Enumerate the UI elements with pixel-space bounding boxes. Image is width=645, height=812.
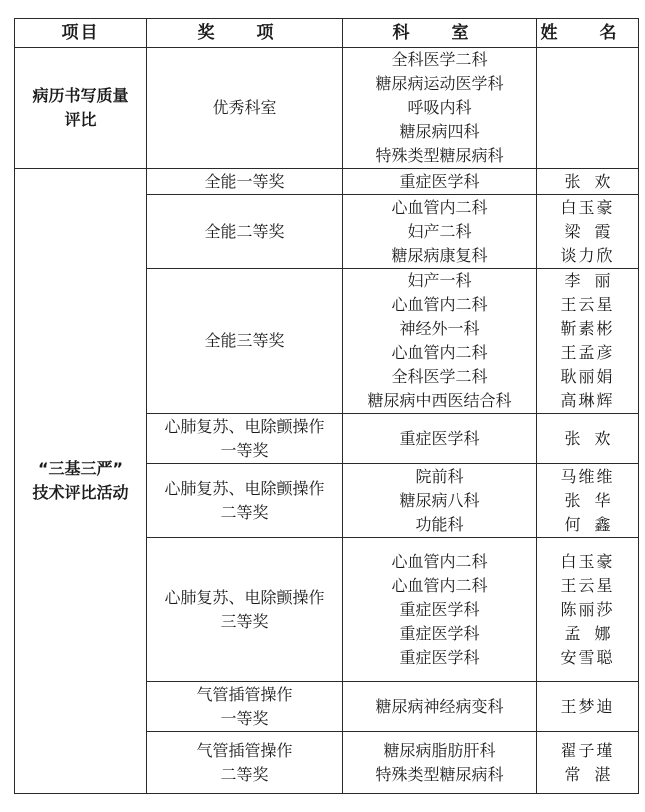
- award-cell-line: 气管插管操作: [196, 684, 293, 704]
- award-cell: [147, 48, 343, 169]
- name-cell-line: 王云星: [560, 295, 615, 314]
- header-award: 奖 项: [147, 19, 343, 48]
- department-cell-line: 心血管内二科: [391, 343, 488, 362]
- name-cell-line: 靳素彬: [560, 319, 615, 338]
- department-cell: [343, 195, 537, 269]
- department-cell: [343, 48, 537, 169]
- award-table: [14, 18, 639, 794]
- department-cell-line: 全科医学二科: [391, 367, 488, 386]
- name-cell: [537, 195, 639, 269]
- name-cell: [537, 682, 639, 732]
- header-project: 项目: [15, 19, 147, 48]
- department-cell-line: 糖尿病运动医学科: [375, 74, 504, 93]
- award-cell-line: 全能一等奖: [204, 171, 285, 191]
- name-cell-line: 马维维: [560, 466, 615, 486]
- department-cell: [343, 464, 537, 538]
- project-cell-line: 技术评比活动: [32, 483, 129, 502]
- award-cell: [147, 732, 343, 794]
- department-cell-line: 重症医学科: [399, 171, 480, 191]
- award-cell: [147, 169, 343, 195]
- department-cell-line: 重症医学科: [399, 599, 480, 619]
- award-cell-line: 心肺复苏、电除颤操作: [164, 416, 325, 436]
- department-cell: [343, 414, 537, 464]
- award-cell: [147, 464, 343, 538]
- name-cell-line: 王梦迪: [560, 696, 615, 716]
- department-cell-line: 重症医学科: [399, 623, 480, 643]
- header-row: [15, 19, 639, 48]
- name-cell: [537, 414, 639, 464]
- name-cell-line: 张华: [564, 490, 625, 510]
- department-cell: [343, 269, 537, 414]
- department-cell: [343, 538, 537, 682]
- department-cell-line: 特殊类型糖尿病科: [375, 764, 504, 784]
- award-cell-line: 气管插管操作: [196, 740, 293, 760]
- name-cell: [537, 169, 639, 195]
- award-cell-line: 优秀科室: [212, 98, 277, 117]
- table-row: [15, 169, 639, 195]
- award-cell-line: 全能二等奖: [204, 221, 285, 241]
- name-cell-line: 王孟彦: [560, 343, 615, 362]
- award-cell-line: 三等奖: [220, 611, 269, 631]
- department-cell: [343, 169, 537, 195]
- department-cell-line: 重症医学科: [399, 428, 480, 448]
- table-body: [15, 48, 639, 794]
- project-cell-line: “三基三严”: [37, 459, 124, 478]
- department-cell-line: 功能科: [415, 514, 464, 534]
- department-cell-line: 糖尿病神经病变科: [375, 696, 504, 716]
- department-cell-line: 糖尿病四科: [399, 122, 480, 141]
- name-cell-line: 白玉豪: [560, 551, 615, 571]
- name-cell-line: 张欢: [564, 428, 625, 448]
- department-cell-line: 心血管内二科: [391, 197, 488, 217]
- department-cell-line: 心血管内二科: [391, 295, 488, 314]
- name-cell-line: 安雪聪: [560, 647, 615, 667]
- name-cell: [537, 464, 639, 538]
- name-cell: [537, 732, 639, 794]
- award-cell-line: 心肺复苏、电除颤操作: [164, 478, 325, 498]
- department-cell-line: 妇产二科: [407, 221, 472, 241]
- project-cell: [15, 169, 147, 794]
- award-cell-line: 心肺复苏、电除颤操作: [164, 587, 325, 607]
- department-cell-line: 重症医学科: [399, 647, 480, 667]
- name-cell: [537, 538, 639, 682]
- department-cell-line: 心血管内二科: [391, 575, 488, 595]
- department-cell-line: 特殊类型糖尿病科: [375, 146, 504, 165]
- award-cell-line: 一等奖: [220, 440, 269, 460]
- award-cell: [147, 682, 343, 732]
- name-cell-line: 陈丽莎: [560, 599, 615, 619]
- name-cell-line: 白玉豪: [560, 197, 615, 217]
- name-cell-line: 高琳辉: [560, 391, 615, 410]
- name-cell-line: 张欢: [564, 171, 625, 191]
- department-cell-line: 心血管内二科: [391, 551, 488, 571]
- name-cell-line: 孟娜: [564, 623, 625, 643]
- name-cell-line: 常湛: [564, 764, 625, 784]
- name-cell: [537, 269, 639, 414]
- name-cell-line: 何鑫: [564, 514, 625, 534]
- table-row: [15, 48, 639, 169]
- department-cell: [343, 732, 537, 794]
- award-cell-line: 二等奖: [220, 764, 269, 784]
- department-cell-line: 呼吸内科: [407, 98, 472, 117]
- department-cell-line: 神经外一科: [399, 319, 480, 338]
- name-cell-line: 李丽: [564, 271, 625, 290]
- name-cell-line: 梁霞: [564, 221, 625, 241]
- award-cell-line: 一等奖: [220, 708, 269, 728]
- award-cell: [147, 269, 343, 414]
- award-cell-line: 全能三等奖: [204, 331, 285, 350]
- award-cell-line: 二等奖: [220, 502, 269, 522]
- project-cell: [15, 48, 147, 169]
- project-cell-line: 病历书写质量: [32, 86, 129, 105]
- name-cell-line: 王云星: [560, 575, 615, 595]
- award-cell: [147, 195, 343, 269]
- department-cell: [343, 682, 537, 732]
- department-cell-line: 院前科: [415, 466, 464, 486]
- project-cell-line: 评比: [64, 110, 97, 129]
- header-name: 姓 名: [537, 19, 639, 48]
- department-cell-line: 糖尿病中西医结合科: [367, 391, 512, 410]
- award-cell: [147, 414, 343, 464]
- department-cell-line: 糖尿病脂肪肝科: [383, 740, 496, 760]
- name-cell-line: 耿丽娟: [560, 367, 615, 386]
- name-cell-line: 谈力欣: [560, 245, 615, 265]
- award-cell: [147, 538, 343, 682]
- department-cell-line: 糖尿病康复科: [391, 245, 488, 265]
- name-cell-line: 翟子瑾: [560, 740, 615, 760]
- department-cell-line: 全科医学二科: [391, 50, 488, 69]
- name-cell: [537, 48, 639, 169]
- department-cell-line: 糖尿病八科: [399, 490, 480, 510]
- award-table-wrapper: [14, 18, 639, 794]
- department-cell-line: 妇产一科: [407, 271, 472, 290]
- header-department: 科 室: [343, 19, 537, 48]
